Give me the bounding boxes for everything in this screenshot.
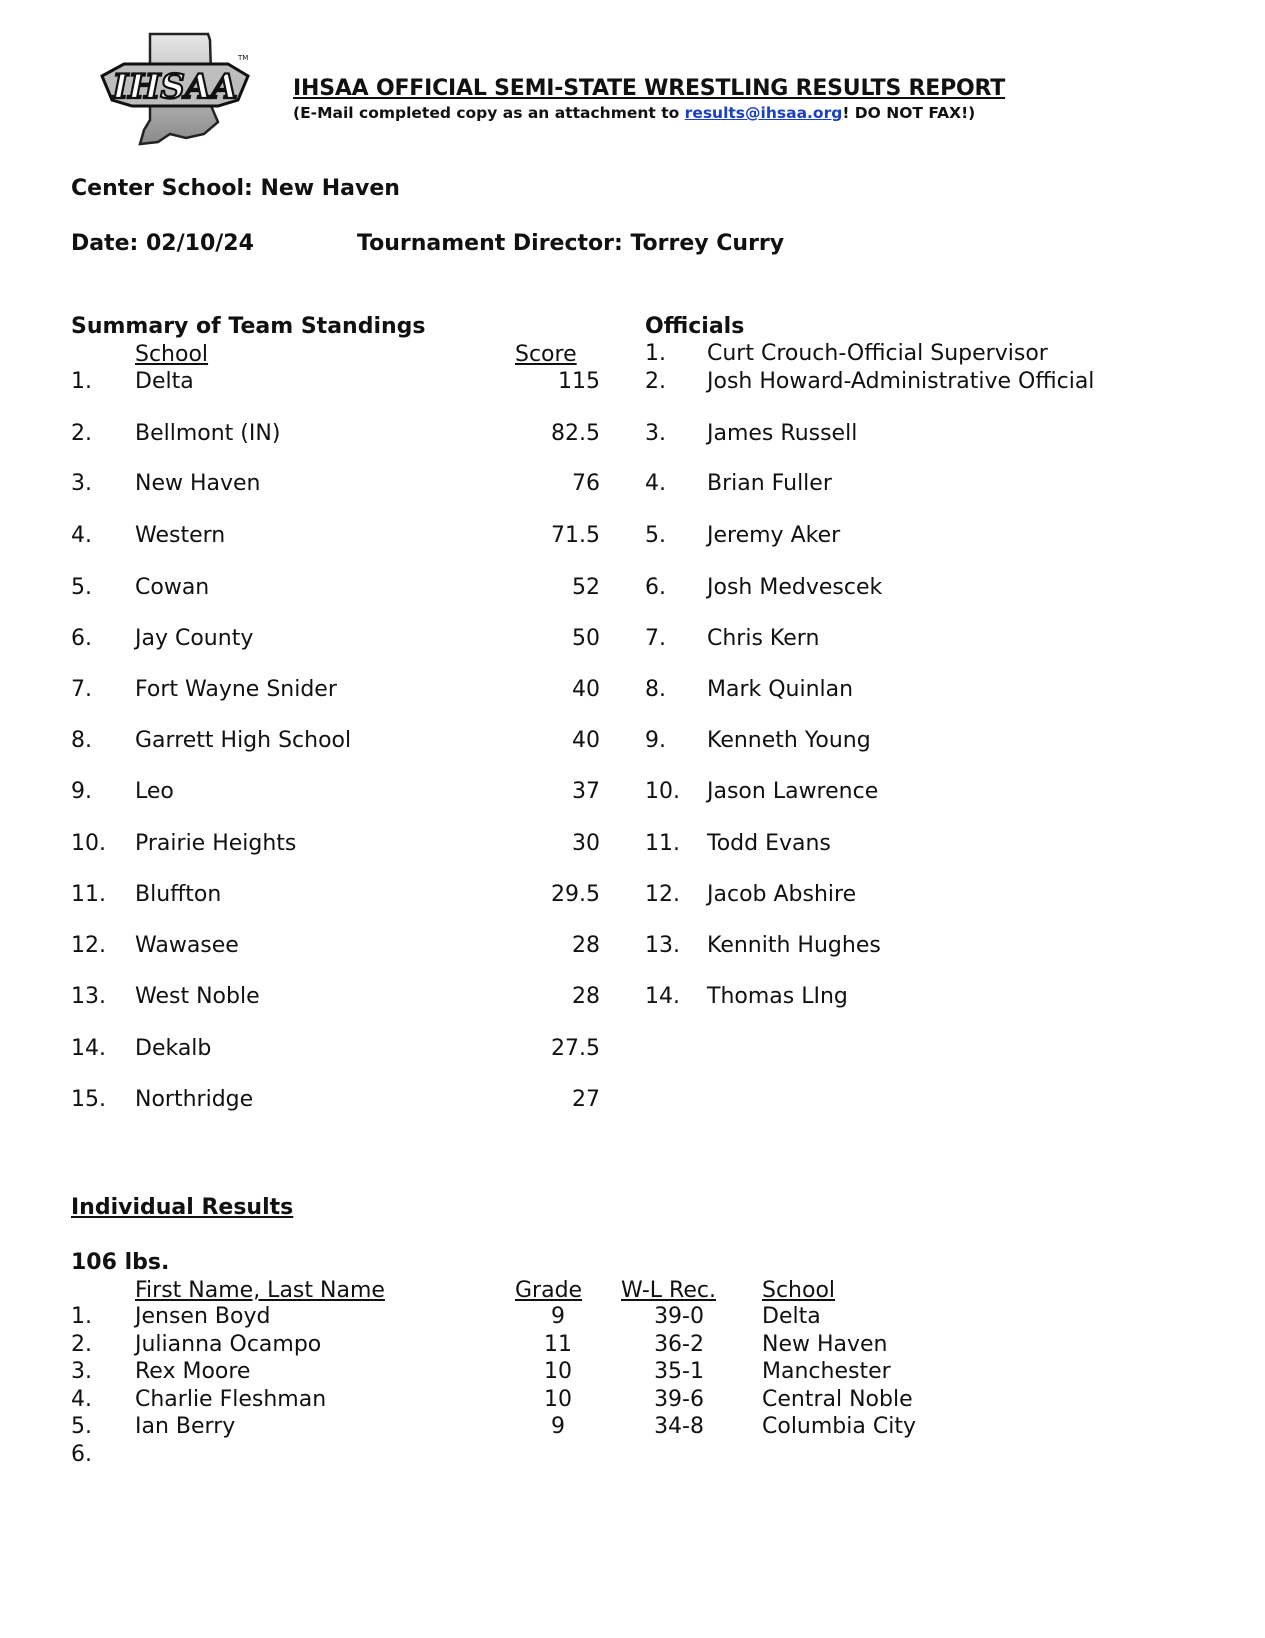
official-name: Curt Crouch-Official Supervisor bbox=[707, 341, 1048, 366]
individual-place: 4. bbox=[71, 1386, 92, 1412]
official-name: Josh Medvescek bbox=[707, 575, 883, 600]
standings-rank: 9. bbox=[71, 779, 92, 804]
standings-school: Fort Wayne Snider bbox=[135, 677, 337, 702]
standings-school: Delta bbox=[135, 369, 194, 394]
standings-school: Western bbox=[135, 523, 226, 548]
standings-rank: 12. bbox=[71, 933, 106, 958]
official-number: 7. bbox=[645, 626, 666, 651]
standings-school: Garrett High School bbox=[135, 728, 352, 753]
standings-score: 37 bbox=[572, 779, 600, 804]
individual-name: Jensen Boyd bbox=[135, 1304, 271, 1329]
standings-heading: Summary of Team Standings bbox=[71, 314, 426, 339]
report-title: IHSAA OFFICIAL SEMI-STATE WRESTLING RESULTS REPORT bbox=[293, 76, 1006, 101]
official-number: 13. bbox=[645, 933, 680, 958]
individual-grade: 9 bbox=[551, 1414, 565, 1439]
officials-heading: Officials bbox=[645, 314, 745, 339]
official-number: 12. bbox=[645, 882, 680, 907]
center-school: Center School: New Haven bbox=[71, 176, 400, 201]
official-number: 11. bbox=[645, 831, 680, 856]
official-name: Mark Quinlan bbox=[707, 677, 854, 702]
subtitle-suffix: ! DO NOT FAX!) bbox=[842, 104, 976, 122]
official-name: Kenneth Young bbox=[707, 728, 871, 753]
individual-col-name: First Name, Last Name bbox=[135, 1278, 385, 1303]
email-link[interactable]: results@ihsaa.org bbox=[684, 104, 843, 122]
standings-rank: 6. bbox=[71, 626, 92, 651]
official-name: Jason Lawrence bbox=[707, 779, 879, 804]
official-number: 2. bbox=[645, 369, 666, 394]
individual-record: 34-8 bbox=[654, 1414, 704, 1439]
individual-name: Julianna Ocampo bbox=[135, 1331, 322, 1357]
official-name: Jeremy Aker bbox=[707, 523, 841, 548]
individual-school: Delta bbox=[762, 1304, 821, 1329]
official-name: Thomas LIng bbox=[707, 984, 848, 1009]
standings-school: Leo bbox=[135, 779, 174, 804]
standings-score: 40 bbox=[572, 728, 600, 753]
individual-record: 39-6 bbox=[654, 1386, 704, 1412]
individual-col-school: School bbox=[762, 1278, 836, 1303]
official-number: 8. bbox=[645, 677, 666, 702]
standings-score: 115 bbox=[558, 369, 600, 394]
individual-grade: 9 bbox=[551, 1304, 565, 1329]
report-subtitle bbox=[293, 104, 975, 122]
ihsaa-logo bbox=[100, 30, 250, 148]
standings-rank: 2. bbox=[71, 421, 92, 446]
individual-name: Charlie Fleshman bbox=[135, 1386, 327, 1412]
standings-rank: 10. bbox=[71, 831, 106, 856]
logo-tm: TM bbox=[238, 54, 249, 62]
official-name: Jacob Abshire bbox=[707, 882, 857, 907]
individual-place: 2. bbox=[71, 1331, 92, 1357]
standings-rank: 7. bbox=[71, 677, 92, 702]
individual-record: 39-0 bbox=[654, 1304, 704, 1329]
standings-score: 40 bbox=[572, 677, 600, 702]
official-name: Josh Howard-Administrative Official bbox=[707, 369, 1095, 394]
individual-school: Central Noble bbox=[762, 1386, 913, 1412]
standings-score: 27.5 bbox=[551, 1036, 600, 1061]
standings-score: 30 bbox=[572, 831, 600, 856]
standings-score: 52 bbox=[572, 575, 600, 600]
individual-name: Ian Berry bbox=[135, 1414, 236, 1439]
standings-rank: 14. bbox=[71, 1036, 106, 1061]
individual-place: 6. bbox=[71, 1441, 92, 1467]
standings-score: 27 bbox=[572, 1087, 600, 1112]
standings-school: Northridge bbox=[135, 1087, 254, 1112]
standings-rank: 15. bbox=[71, 1087, 106, 1112]
logo-text: IHSAA bbox=[112, 67, 238, 107]
standings-score: 28 bbox=[572, 933, 600, 958]
standings-score: 76 bbox=[572, 471, 600, 496]
official-number: 4. bbox=[645, 471, 666, 496]
individual-record: 35-1 bbox=[654, 1359, 704, 1384]
individual-record: 36-2 bbox=[654, 1331, 704, 1357]
individual-heading: Individual Results bbox=[71, 1195, 294, 1220]
individual-place: 1. bbox=[71, 1304, 92, 1329]
standings-school: Prairie Heights bbox=[135, 831, 297, 856]
official-name: Kennith Hughes bbox=[707, 933, 881, 958]
standings-school: New Haven bbox=[135, 471, 261, 496]
standings-score: 71.5 bbox=[551, 523, 600, 548]
standings-rank: 11. bbox=[71, 882, 106, 907]
individual-col-grade: Grade bbox=[515, 1278, 583, 1303]
standings-rank: 4. bbox=[71, 523, 92, 548]
official-name: Todd Evans bbox=[707, 831, 831, 856]
standings-school: Wawasee bbox=[135, 933, 239, 958]
standings-score: 28 bbox=[572, 984, 600, 1009]
date-field: Date: 02/10/24 bbox=[71, 231, 254, 256]
standings-school: Bluffton bbox=[135, 882, 222, 907]
standings-col-score: Score bbox=[515, 342, 577, 367]
individual-grade: 10 bbox=[544, 1386, 572, 1412]
official-name: Chris Kern bbox=[707, 626, 820, 651]
individual-col-record: W-L Rec. bbox=[621, 1278, 716, 1303]
official-number: 5. bbox=[645, 523, 666, 548]
standings-rank: 3. bbox=[71, 471, 92, 496]
standings-score: 29.5 bbox=[551, 882, 600, 907]
official-number: 6. bbox=[645, 575, 666, 600]
individual-place: 5. bbox=[71, 1414, 92, 1439]
official-number: 10. bbox=[645, 779, 680, 804]
individual-name: Rex Moore bbox=[135, 1359, 251, 1384]
individual-school: New Haven bbox=[762, 1331, 888, 1357]
individual-grade: 11 bbox=[544, 1331, 572, 1357]
individual-school: Manchester bbox=[762, 1359, 891, 1384]
individual-grade: 10 bbox=[544, 1359, 572, 1384]
official-number: 9. bbox=[645, 728, 666, 753]
standings-col-school: School bbox=[135, 342, 209, 367]
standings-score: 82.5 bbox=[551, 421, 600, 446]
standings-rank: 13. bbox=[71, 984, 106, 1009]
standings-school: Dekalb bbox=[135, 1036, 212, 1061]
standings-rank: 1. bbox=[71, 369, 92, 394]
standings-school: Jay County bbox=[135, 626, 254, 651]
individual-place: 3. bbox=[71, 1359, 92, 1384]
standings-rank: 5. bbox=[71, 575, 92, 600]
subtitle-prefix: (E-Mail completed copy as an attachment to bbox=[293, 104, 680, 122]
standings-school: West Noble bbox=[135, 984, 260, 1009]
official-number: 3. bbox=[645, 421, 666, 446]
official-number: 14. bbox=[645, 984, 680, 1009]
standings-school: Cowan bbox=[135, 575, 210, 600]
standings-school: Bellmont (IN) bbox=[135, 421, 281, 446]
official-name: James Russell bbox=[707, 421, 858, 446]
official-name: Brian Fuller bbox=[707, 471, 832, 496]
standings-rank: 8. bbox=[71, 728, 92, 753]
standings-score: 50 bbox=[572, 626, 600, 651]
weight-class: 106 lbs. bbox=[71, 1250, 170, 1275]
official-number: 1. bbox=[645, 341, 666, 366]
tournament-director: Tournament Director: Torrey Curry bbox=[357, 231, 785, 256]
individual-school: Columbia City bbox=[762, 1414, 916, 1439]
